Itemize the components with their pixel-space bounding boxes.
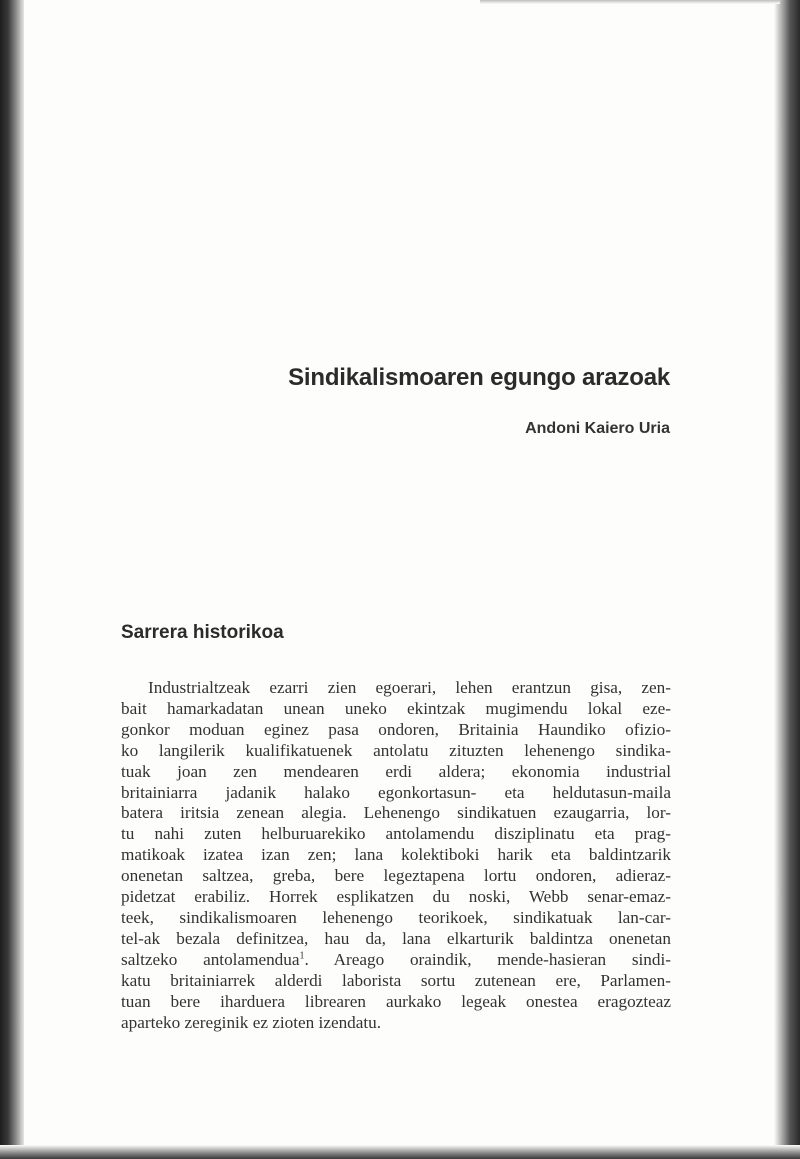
body-line: bait hamarkadatan unean uneko ekintzak mugimendu lokal eze- [121,698,671,718]
body-line: katu britainiarrek alderdi laborista sortu zutenean ere, Parlamen- [121,970,671,990]
body-line: matikoak izatea izan zen; lana kolektiboki harik eta baldintzarik [121,845,671,865]
body-line: batera iritsia zenean alegia. Lehenengo sindikatuen ezaugarria, lor- [121,803,671,823]
body-line: pidetzat erabiliz. Horrek esplikatzen du noski, Webb senar-emaz- [121,887,671,907]
body-line-with-footnote [121,950,671,971]
body-line: tuak joan zen mendearen erdi aldera; ekonomia industrial [121,761,671,781]
article-author: Andoni Kaiero Uria [525,420,670,437]
scan-edge-top [480,0,780,4]
body-line: tu nahi zuten helburuarekiko antolamendu disziplinatu eta prag- [121,824,671,844]
scan-edge-bottom [0,1145,800,1159]
body-line: tel-ak bezala definitzea, hau da, lana elkarturik baldintza onenetan [121,928,671,948]
scan-edge-left [0,0,24,1159]
article-title: Sindikalismoaren egungo arazoak [288,364,670,391]
section-heading: Sarrera historikoa [121,622,284,643]
body-line: teek, sindikalismoaren lehenengo teorikoek, sindikatuak lan-car- [121,907,671,927]
body-line: britainiarra jadanik halako egonkortasun- eta heldutasun-maila [121,782,671,802]
body-line: gonkor moduan eginez pasa ondoren, Britainia Haundiko ofizio- [121,719,671,739]
body-line: tuan bere iharduera librearen aurkako legeak onestea eragozteaz [121,991,671,1011]
body-line: onenetan saltzea, greba, bere legeztapena lortu ondoren, adieraz- [121,866,671,886]
body-line-start: saltzeko antolamendua [121,949,300,969]
body-line-rest: . Areago oraindik, mende-hasieran sindi- [304,949,671,969]
scan-edge-right [774,0,800,1159]
body-line: ko langilerik kualifikatuenek antolatu zituzten lehenengo sindika- [121,740,671,760]
section-body [121,678,671,1033]
body-line: Industrialtzeak ezarri zien egoerari, lehen erantzun gisa, zen- [148,678,671,697]
body-line: aparteko zereginik ez zioten izendatu. [121,1012,382,1032]
footnote-reference: 1 [299,950,305,962]
